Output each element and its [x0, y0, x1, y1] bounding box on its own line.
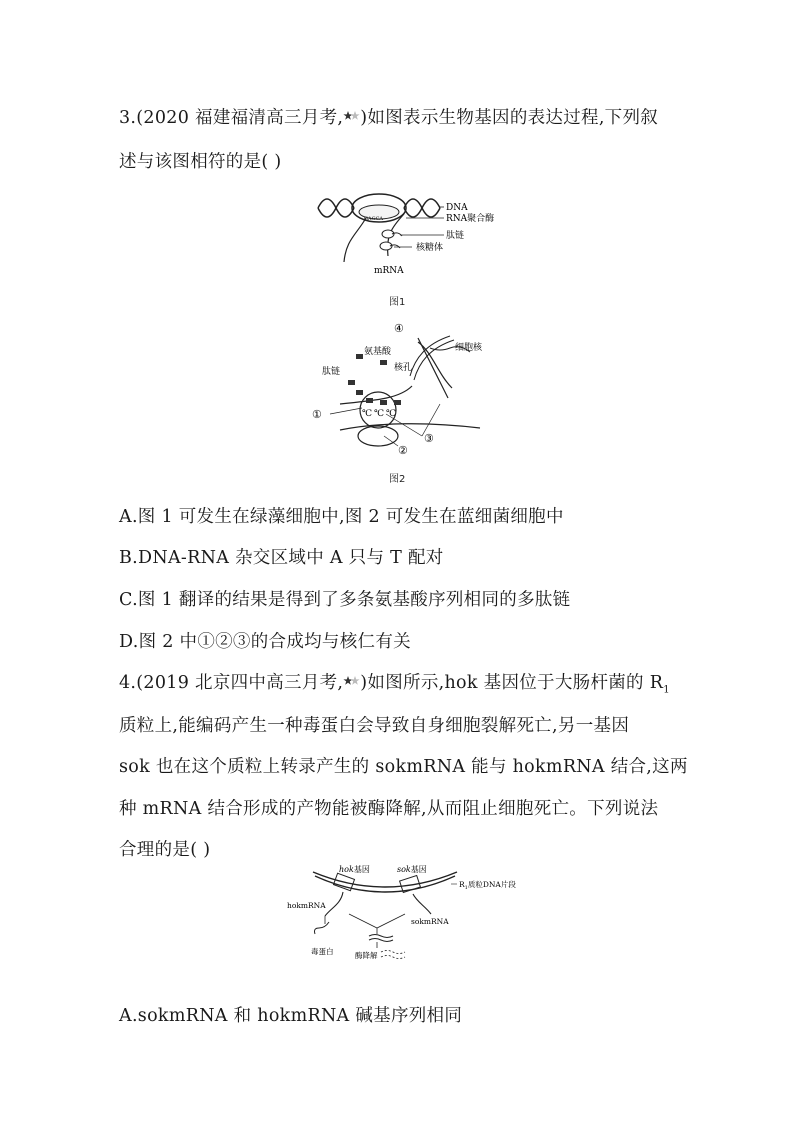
- q3-option-c: C.图 1 翻译的结果是得到了多条氨基酸序列相同的多肽链: [119, 590, 571, 610]
- fig2-label-nuclear-pore: 核孔: [394, 363, 413, 373]
- figure-2-drawing: [300, 318, 500, 458]
- q3-source: 3.(2020 福建福清高三月考,: [119, 108, 344, 128]
- fig4-sok-gene: sok基因: [397, 865, 427, 874]
- svg-text:℃: ℃: [362, 409, 373, 419]
- figure-q4: [285, 862, 515, 962]
- difficulty-stars-icon: [344, 675, 359, 687]
- figure-2-caption: 图2: [389, 474, 406, 485]
- figure-q4-drawing: [285, 862, 515, 962]
- q4-option-a: A.sokmRNA 和 hokmRNA 碱基序列相同: [119, 1006, 463, 1026]
- figure-1-caption: 图1: [389, 297, 406, 308]
- fig2-label-amino-acid: 氨基酸: [364, 347, 392, 357]
- q3-stem-text: )如图表示生物基因的表达过程,下列叙: [360, 108, 659, 128]
- q4-r1-subscript: 1: [663, 684, 670, 696]
- q3-stem-line1: [119, 104, 658, 129]
- fig2-label-1: ①: [312, 408, 322, 421]
- svg-text:℃: ℃: [386, 409, 397, 419]
- fig1-label-mrna: mRNA: [374, 266, 404, 276]
- fig4-hokmrna: hokmRNA: [287, 901, 326, 910]
- q4-stem-text: )如图所示,hok 基因位于大肠杆菌的 R: [360, 673, 664, 693]
- fig4-plasmid-label: $R_1$质粒DNA片段: [459, 880, 516, 891]
- fig2-label-2: ②: [398, 444, 408, 457]
- q4-stem-line2: 质粒上,能编码产生一种毒蛋白会导致自身细胞裂解死亡,另一基因: [119, 716, 630, 736]
- fig2-label-4: ④: [394, 322, 404, 335]
- fig4-hok-gene: hok基因: [339, 865, 370, 874]
- q3-option-a: A.图 1 可发生在绿藻细胞中,图 2 可发生在蓝细菌细胞中: [119, 507, 564, 527]
- fig2-label-3: ③: [424, 432, 434, 445]
- q4-stem-line5: 合理的是( ): [119, 840, 211, 860]
- q3-option-d: D.图 2 中①②③的合成均与核仁有关: [119, 632, 411, 652]
- q4-source: 4.(2019 北京四中高三月考,: [119, 673, 344, 693]
- fig1-label-dna: DNA: [446, 203, 468, 213]
- q4-stem-line3: sok 也在这个质粒上转录产生的 sokmRNA 能与 hokmRNA 结合,这两: [119, 757, 688, 777]
- q4-stem-line4: 种 mRNA 结合形成的产物能被酶降解,从而阻止细胞死亡。下列说法: [119, 799, 659, 819]
- fig4-toxin: 毒蛋白: [311, 947, 334, 956]
- fig1-label-rna-polymerase: RNA聚合酶: [446, 214, 495, 224]
- figure-1-drawing: [316, 190, 495, 280]
- figure-1: [316, 190, 495, 280]
- fig2-label-peptide: 肽链: [322, 367, 341, 377]
- svg-text:℃: ℃: [374, 409, 385, 419]
- figure-2: [300, 318, 500, 458]
- fig4-enzyme-degrade: 酶降解: [355, 951, 378, 960]
- difficulty-stars-icon: [344, 110, 359, 122]
- q3-stem-line2: 述与该图相符的是( ): [119, 152, 282, 172]
- q3-option-b: B.DNA-RNA 杂交区域中 A 只与 T 配对: [119, 548, 444, 568]
- svg-text:GAGCA: GAGCA: [364, 216, 384, 222]
- fig1-label-peptide: 肽链: [446, 231, 465, 241]
- fig2-label-nucleus: 细胞核: [455, 343, 483, 353]
- q4-stem-line1: [119, 669, 670, 696]
- fig4-sokmrna: sokmRNA: [411, 917, 449, 926]
- fig1-label-ribosome: 核糖体: [416, 243, 444, 253]
